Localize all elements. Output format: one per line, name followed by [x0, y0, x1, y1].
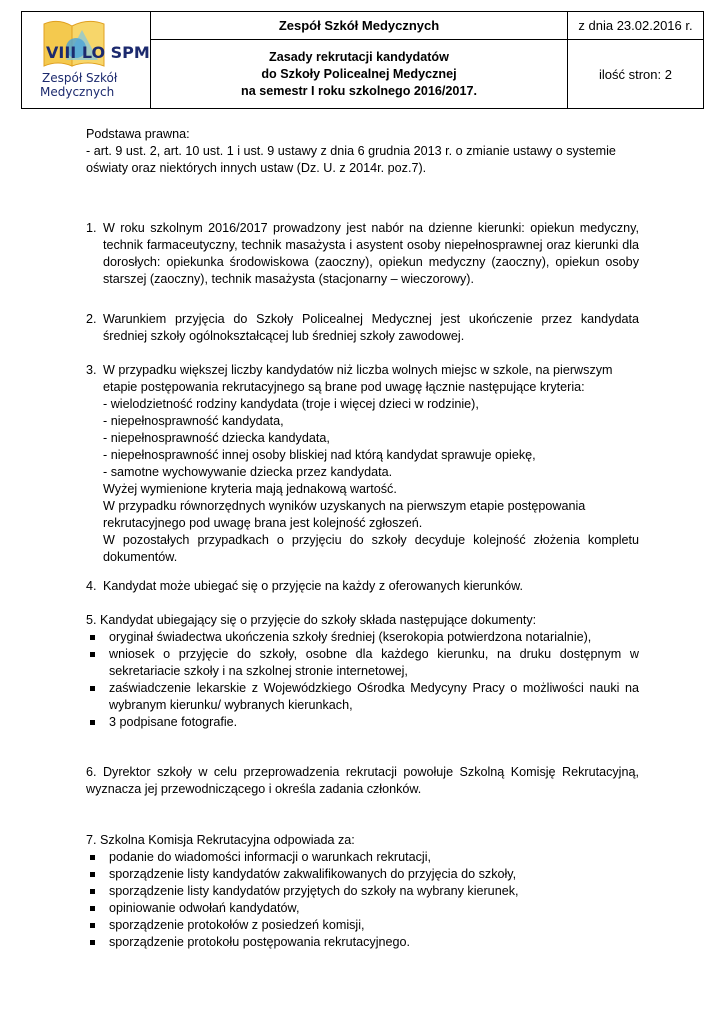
list-item: oryginał świadectwa ukończenia szkoły średniej (kserokopia potwierdzona notarialnie), [86, 629, 639, 646]
bullet-icon [90, 889, 95, 894]
list-item: zaświadczenie lekarskie z Wojewódzkiego Ośrodka Medycyny Pracy o możliwości nauki na wybranym kierunku/ wybranych kierunkach, [86, 680, 639, 714]
school-name: Zespół Szkół Medycznych [151, 12, 568, 40]
point-5 [86, 612, 639, 731]
list-item: podanie do wiadomości informacji o warunkach rekrutacji, [86, 849, 639, 866]
logo-line1: Zespół Szkół [42, 71, 118, 85]
page-count: ilość stron: 2 [568, 40, 704, 109]
point-text: W roku szkolnym 2016/2017 prowadzony jest nabór na dzienne kierunki: opiekun medyczny, technik farmaceutyczny, technik masażysta i asystent osoby niepełnosprawnej oraz kierunki dla dorosłych: opiekunka środowiskowa (zaoczny), opiekun medyczny (zaoczny), opiekun osoby starszej (zaoczny), technik masażysta (stacjonarny – wieczorowy). [103, 221, 639, 286]
title-line: do Szkoły Policealnej Medycznej [261, 66, 457, 81]
point-1 [86, 220, 639, 288]
legal-basis-heading: Podstawa prawna: [86, 127, 190, 141]
tie-rule: W przypadku równorzędnych wyników uzyskanych na pierwszym etapie postępowania rekrutacyjnego pod uwagę brana jest kolejność zgłoszeń. [103, 499, 586, 530]
logo-cell [22, 12, 151, 109]
logo-line2: Medycznych [40, 85, 115, 99]
point-2 [86, 311, 639, 345]
bullet-icon [90, 923, 95, 928]
list-item: 3 podpisane fotografie. [86, 714, 639, 731]
criteria-equal-note: Wyżej wymienione kryteria mają jednakową wartość. [103, 482, 397, 496]
point-heading: 5. Kandydat ubiegający się o przyjęcie do szkoły składa następujące dokumenty: [86, 613, 537, 627]
other-cases-rule: W pozostałych przypadkach o przyjęciu do szkoły decyduje kolejność złożenia kompletu dokumentów. [103, 533, 639, 564]
point-text: 6. Dyrektor szkoły w celu przeprowadzenia rekrutacji powołuje Szkolną Komisję Rekrutacyjną, wyznacza jej przewodniczącego i określa zadania członków. [86, 765, 639, 796]
bullet-icon [90, 906, 95, 911]
bullet-icon [90, 940, 95, 945]
criteria-list [86, 396, 639, 566]
point-3 [86, 362, 639, 566]
bullet-icon [90, 720, 95, 725]
list-item: sporządzenie protokołów z posiedzeń komisji, [86, 917, 639, 934]
bullet-icon [90, 855, 95, 860]
point-text: Warunkiem przyjęcia do Szkoły Policealnej Medycznej jest ukończenie przez kandydata średniej szkoły ogólnokształcącej lub średniej szkoły zawodowej. [103, 312, 639, 343]
criterion: - samotne wychowywanie dziecka przez kandydata. [103, 465, 393, 479]
document-date: z dnia 23.02.2016 r. [568, 12, 704, 40]
list-item: sporządzenie protokołu postępowania rekrutacyjnego. [86, 934, 639, 951]
criterion: - wielodzietność rodziny kandydata (troje i więcej dzieci w rodzinie), [103, 397, 479, 411]
title-line: Zasady rekrutacji kandydatów [269, 49, 449, 64]
point-7 [86, 832, 639, 951]
criterion: - niepełnosprawność dziecka kandydata, [103, 431, 330, 445]
point-number: 1. [86, 221, 97, 235]
criterion: - niepełnosprawność innej osoby bliskiej nad którą kandydat sprawuje opiekę, [103, 448, 536, 462]
bullet-icon [90, 635, 95, 640]
point-intro: W przypadku większej liczby kandydatów niż liczba wolnych miejsc w szkole, na pierwszym etapie postępowania rekrutacyjnego są brane pod uwagę łącznie następujące kryteria: [103, 363, 613, 394]
point-number: 2. [86, 312, 97, 326]
document-title [151, 40, 568, 109]
title-line: na semestr I roku szkolnego 2016/2017. [241, 83, 477, 98]
bullet-icon [90, 686, 95, 691]
logo-top-text: VIII LO SPM [46, 43, 150, 62]
school-logo [36, 16, 150, 104]
list-item: sporządzenie listy kandydatów zakwalifikowanych do przyjęcia do szkoły, [86, 866, 639, 883]
list-item: wniosek o przyjęcie do szkoły, osobne dla każdego kierunku, na druku dostępnym w sekretariacie szkoły i na szkolnej stronie internetowej, [86, 646, 639, 680]
point-text: Kandydat może ubiegać się o przyjęcie na każdy z oferowanych kierunków. [103, 579, 524, 593]
bullet-icon [90, 652, 95, 657]
criterion: - niepełnosprawność kandydata, [103, 414, 284, 428]
point-heading: 7. Szkolna Komisja Rekrutacyjna odpowiada za: [86, 833, 355, 847]
point-number: 3. [86, 363, 97, 377]
list-item: sporządzenie listy kandydatów przyjętych do szkoły na wybrany kierunek, [86, 883, 639, 900]
point-6 [86, 764, 639, 798]
legal-basis-text: - art. 9 ust. 2, art. 10 ust. 1 i ust. 9 ustawy z dnia 6 grudnia 2013 r. o zmianie ustawy o systemie oświaty oraz niektórych innych ustaw (Dz. U. z 2014r. poz.7). [86, 144, 616, 175]
list-item: opiniowanie odwołań kandydatów, [86, 900, 639, 917]
point-number: 4. [86, 579, 97, 593]
document-header [21, 11, 704, 109]
legal-basis [86, 126, 639, 177]
point-4 [86, 578, 639, 595]
bullet-icon [90, 872, 95, 877]
